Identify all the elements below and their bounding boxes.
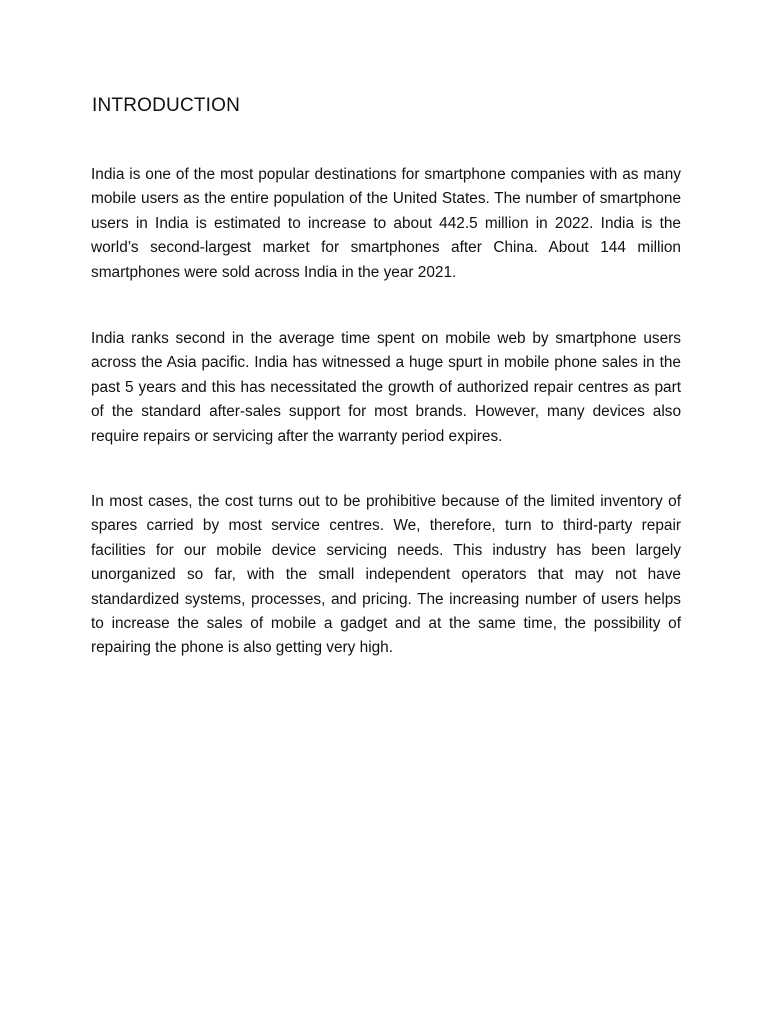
paragraph-1: India is one of the most popular destinations for smartphone companies with as many mobile users as the entire population of the United States. The number of smartphone users in India is estimated to increase to about 442.5 million in 2022. India is the world’s second-largest market for smartphones after China. About 144 million smartphones were sold across India in the year 2021. bbox=[91, 166, 681, 281]
paragraph-2: India ranks second in the average time spent on mobile web by smartphone users across the Asia pacific. India has witnessed a huge spurt in mobile phone sales in the past 5 years and this has necessitated the growth of authorized repair centres as part of the standard after-sales support for most brands. However, many devices also require repairs or servicing after the warranty period expires. bbox=[91, 330, 681, 445]
paragraph-3: In most cases, the cost turns out to be prohibitive because of the limited inventory of spares carried by most service centres. We, therefore, turn to third-party repair facilities for our mobile device servicing needs. This industry has been largely unorganized so far, with the small independent operators that may not have standardized systems, processes, and pricing. The increasing number of users helps to increase the sales of mobile a gadget and at the same time, the possibility of repairing the phone is also getting very high. bbox=[91, 493, 681, 657]
section-heading: INTRODUCTION bbox=[92, 95, 241, 116]
